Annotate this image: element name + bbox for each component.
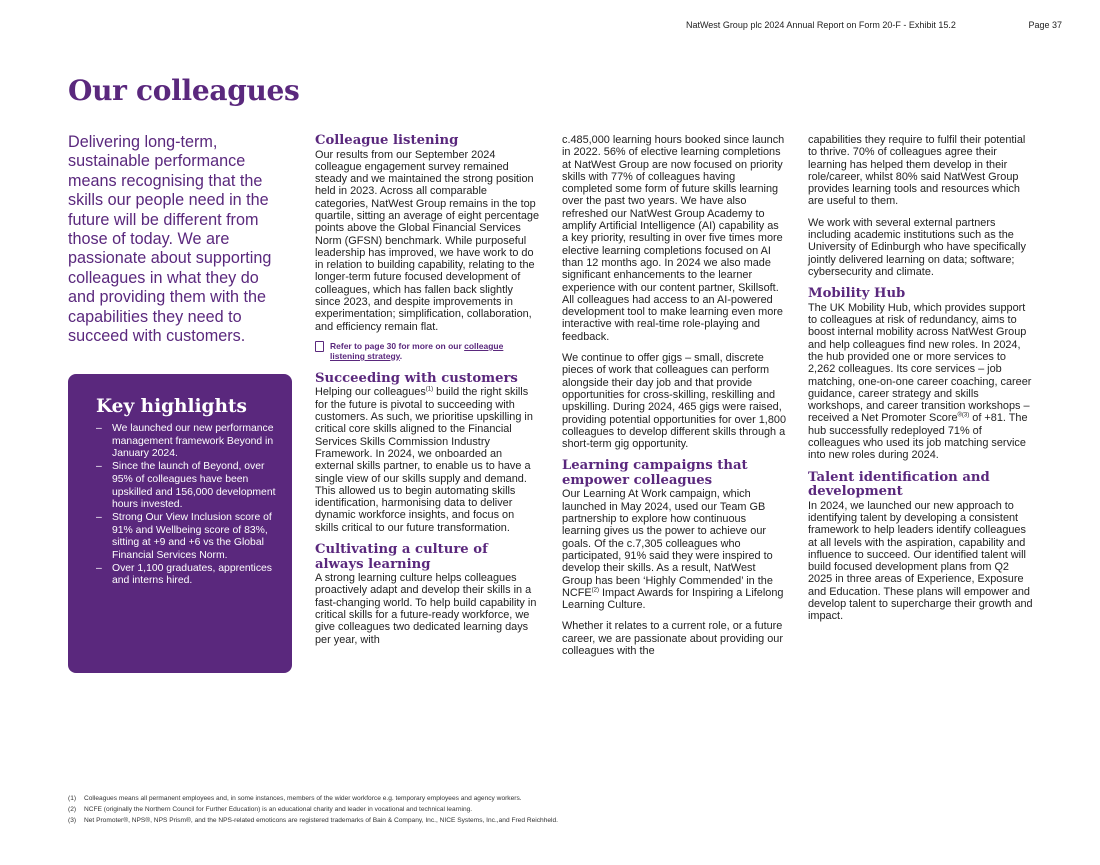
intro-statement: Delivering long-term, sustainable performance means recognising that the skills our people need in the future will be different from those of today. We are passionate about supporting colleagues in what they do and providing them with the capabilities they need to succeed with customers.	[68, 133, 272, 346]
footnote: (3) Net Promoter®, NPS®, NPS Prism®, and the NPS-related emoticons are registered trademarks of Bain & Company, Inc., NICE Systems, Inc.,and Fred Reichheld.	[68, 817, 559, 824]
heading-learning-campaigns: Learning campaigns that empower colleagues	[562, 458, 748, 488]
paragraph: Helping our colleagues$^{(1)}$ build the right skills for the future is pivotal to succeeding with customers. As such, we prioritise upskilling in critical core skills aligned to the Financial Services Skills Commission Industry Framework. In 2024, we onboarded an external skills partner, to enable us to have a single view of our skills supply and demand. This allowed us to begin automating skills identification, harmonising data to deliver dynamic workforce insights, and focus on skills critical to our future transformation.	[315, 386, 533, 534]
footnote: (1) Colleagues means all permanent employees and, in some instances, members of the wider workforce e.g. temporary employees and agency workers.	[68, 795, 522, 802]
paragraph: In 2024, we launched our new approach to identifying talent by developing a consistent framework to help leaders identify colleagues at all levels with the aspiration, capability and influence to succeed. Our identified talent will build focused development plans from Q2 2025 in three areas of Experience, Exposure and Education. These plans will empower and develop talent to supercharge their growth and impact.	[808, 499, 1033, 623]
heading-talent-identification: Talent identification and development	[808, 469, 990, 500]
paragraph: Whether it relates to a current role, or a future career, we are passionate about providing our colleagues with the	[562, 620, 783, 657]
heading-succeeding-with-customers: Succeeding with customers	[315, 370, 518, 386]
footnote: (2) NCFE (originally the Northern Council for Further Education) is an educational charity and leader in vocational and technical learning.	[68, 806, 473, 813]
column-2	[562, 134, 787, 666]
colleague-listening-link[interactable]: colleague listening strategy	[330, 340, 504, 361]
highlight-item: – Since the launch of Beyond, over 95% of colleagues have been upskilled and 156,000 development hours invested.	[96, 461, 278, 512]
document-icon	[315, 341, 324, 352]
paragraph: We continue to offer gigs – small, discrete pieces of work that colleagues can perform alongside their day job and that provide opportunities for cross-skilling, reskilling and upskilling. During 2024, 465 gigs were raised, providing potential opportunities for over 1,800 colleagues to develop different skills through a short-term gig opportunity.	[562, 352, 787, 451]
heading-cultivating-culture: Cultivating a culture of always learning	[315, 542, 488, 572]
paragraph: The UK Mobility Hub, which provides support to colleagues at risk of redundancy, aims to boost internal mobility across NatWest Group and help colleagues find new roles. In 2024, the hub provided one or more services to 2,262 colleagues. Its core services – job matching, one-on-one career coaching, career guidance, career strategy and skills workshops, and career transition workshops – received a Net Promoter Score$^{®(3)}$ of +81. The hub successfully redeployed 71% of colleagues who used its job matching service into new roles during 2024.	[808, 301, 1032, 462]
key-highlights-list	[96, 423, 278, 588]
report-title: NatWest Group plc 2024 Annual Report on Form 20-F - Exhibit 15.2	[685, 20, 956, 30]
page-title: Our colleagues	[68, 74, 300, 107]
paragraph: capabilities they require to fulfil their potential to thrive. 70% of colleagues agree their learning has helped them develop in their role/career, whilst 80% said NatWest Group provides learning tools and resources which are useful to them.	[808, 134, 1026, 208]
footnote-ref: (2)	[591, 587, 599, 594]
column-3	[808, 134, 1033, 632]
key-highlights-heading: Key highlights	[96, 396, 247, 417]
footnotes	[68, 793, 1048, 826]
paragraph: c.485,000 learning hours booked since launch in 2022. 56% of elective learning completions at NatWest Group are now focused on priority skills with 77% of colleagues having completed some form of future skills learning over the past two years. We have also refreshed our NatWest Group Academy to amplify Artificial Intelligence (AI) capability as a key priority, resulting in over five times more elective learning completions focused on AI than 12 months ago. In 2024 we also made significant enhancements to the learner experience with our content partner, Skillsoft. All colleagues had access to an AI-powered development tool to make learning even more interactive with real-time role-playing and feedback.	[562, 134, 785, 343]
footnote-ref: ®(3)	[957, 412, 970, 419]
footnote-ref: (1)	[425, 386, 434, 393]
key-highlights-box	[68, 374, 292, 673]
paragraph: Our Learning At Work campaign, which launched in May 2024, used our Team GB partnership to explore how continuous learning gives us the power to achieve our goals. Of the c.7,305 colleagues who participated, 91% said they were inspired to develop their skills. As a result, NatWest Group has been ‘Highly Commended’ in the NCFE$^{(2)}$ Impact Awards for Inspiring a Lifelong Learning Culture.	[562, 488, 784, 612]
highlight-item: – Strong Our View Inclusion score of 91% and Wellbeing score of 83%, sitting at +9 and +6 vs the Global Financial Services Norm.	[96, 512, 278, 563]
page-reference: Refer to page 30 for more on our colleague listening strategy.	[315, 341, 540, 361]
paragraph: Our results from our September 2024 colleague engagement survey remained steady and we maintained the strong position held in 2023. Across all comparable categories, NatWest Group remains in the top quartile, sitting an average of eight percentage points above the Global Financial Services Norm (GFSN) benchmark. While purposeful leadership has improved, we have work to do in relation to building capability, relating to the longer-term future focused development of colleagues, which has fallen back slightly since 2023, and despite improvements in experimentation; simplification, collaboration, and efficiency remain flat.	[315, 148, 540, 333]
paragraph: A strong learning culture helps colleagues proactively adapt and develop their skills in a fast-changing world. To help build capability in critical skills for a future-ready workforce, we give colleagues two dedicated learning days per year, with	[315, 572, 537, 646]
page-header	[686, 20, 1062, 30]
heading-colleague-listening: Colleague listening	[315, 133, 459, 148]
page-number: Page 37	[1028, 20, 1062, 30]
highlight-item: – We launched our new performance management framework Beyond in January 2024.	[96, 423, 278, 461]
highlight-item: – Over 1,100 graduates, apprentices and interns hired.	[96, 563, 278, 588]
column-1	[315, 134, 540, 655]
paragraph: We work with several external partners including academic institutions such as the University of Edinburgh who have specifically jointly delivered learning on data; software; cybersecurity and climate.	[808, 216, 1026, 278]
heading-mobility-hub: Mobility Hub	[808, 286, 906, 302]
